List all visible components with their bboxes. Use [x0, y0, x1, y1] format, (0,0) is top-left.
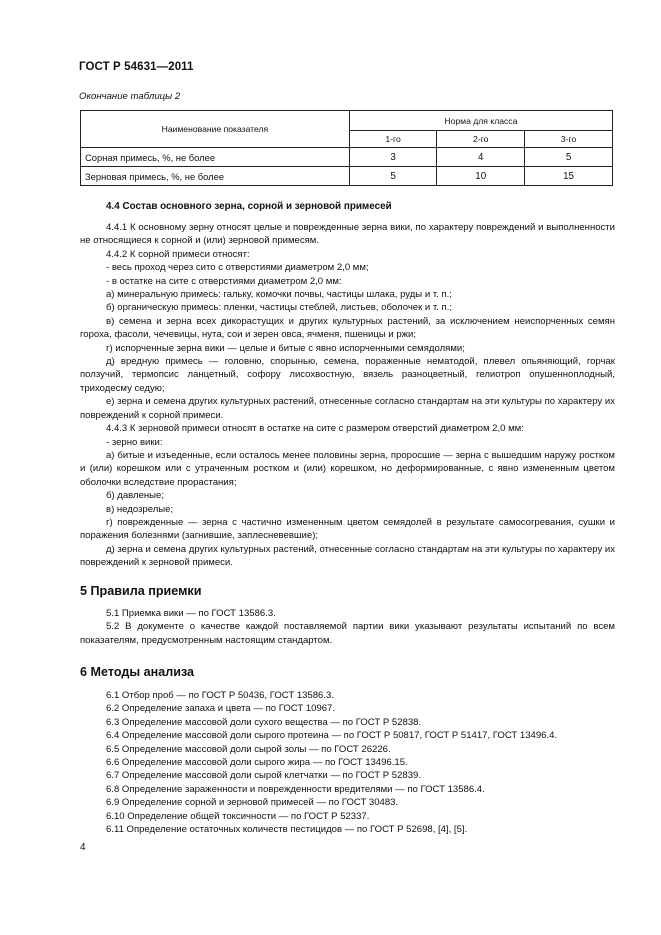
list-item: б) органическую примесь: пленки, частицы стеблей, листьев, оболочек и т. п.; [106, 302, 453, 314]
table-header-indicator: Наименование показателя [81, 111, 350, 148]
table-caption: Окончание таблицы 2 [79, 91, 181, 102]
list-item: 6.6 Определение массовой доли сырого жира — по ГОСТ 13496.15. [106, 757, 408, 769]
table-cell-value: 3 [349, 148, 437, 167]
list-item: а) минеральную примесь: гальку, комочки почвы, частицы шлака, руды и т. п.; [106, 289, 452, 301]
paragraph: 4.4.3 К зерновой примеси относят в остатке на сите с размером отверстий диаметром 2,0 мм: [106, 423, 524, 435]
table-row [81, 148, 613, 167]
table-cell-value: 5 [349, 167, 437, 186]
table-header-class-3: 3-го [525, 131, 613, 148]
list-item: в) семена и зерна всех дикорастущих и других культурных растений, за исключением неиспорченных семян гороха, фасоли, чечевицы, нута, сои и зерен овса, ячменя, пшеницы и ржи; [80, 315, 615, 341]
list-item: а) битые и изъеденные, если осталось менее половины зерна, проросшие — зерна с вышедшим наружу ростком и (или) корешком или с утраченным ростком и (или) корешком, но деформированные, с явно измененным цветом оболочки вследствие прорастания; [80, 449, 615, 488]
paragraph: 5.1 Приемка вики — по ГОСТ 13586.3. [106, 608, 276, 619]
list-item: 6.7 Определение массовой доли сырой клетчатки — по ГОСТ Р 52839. [106, 770, 421, 782]
list-item: 6.9 Определение сорной и зерновой примесей — по ГОСТ 30483. [106, 797, 399, 809]
list-item: 6.1 Отбор проб — по ГОСТ Р 50436, ГОСТ 13586.3. [106, 690, 334, 701]
list-item: - в остатке на сите с отверстиями диаметром 2,0 мм: [106, 275, 342, 287]
paragraph: 4.4.2 К сорной примеси относят: [106, 248, 250, 260]
table-cell-name: Зерновая примесь, %, не более [81, 167, 350, 186]
table-header-class-1: 1-го [349, 131, 437, 148]
subsection-title: 4.4 Состав основного зерна, сорной и зерновой примесей [106, 201, 392, 212]
norms-table [80, 110, 613, 186]
list-item: в) недозрелые; [106, 503, 174, 515]
table-cell-value: 5 [525, 148, 613, 167]
section-4-4 [80, 200, 615, 570]
list-item: 6.2 Определение запаха и цвета — по ГОСТ 10967. [106, 703, 336, 715]
section-5 [80, 607, 615, 647]
page-number: 4 [80, 842, 86, 853]
table-header-class-2: 2-го [437, 131, 525, 148]
list-item: 6.11 Определение остаточных количеств пестицидов — по ГОСТ Р 52698, [4], [5]. [106, 824, 468, 836]
table-row [81, 167, 613, 186]
list-item: 6.5 Определение массовой доли сырой золы — по ГОСТ 26226. [106, 743, 391, 755]
section-6 [80, 689, 615, 836]
section-6-title: 6 Методы анализа [80, 665, 195, 679]
table-cell-value: 15 [525, 167, 613, 186]
list-item: г) испорченные зерна вики — целые и битые с явно испорченными семядолями; [106, 342, 465, 354]
list-item: - зерно вики: [106, 436, 163, 448]
list-item: 6.3 Определение массовой доли сухого вещества — по ГОСТ Р 52838. [106, 716, 422, 728]
list-item: 6.10 Определение общей токсичности — по ГОСТ Р 52337. [106, 810, 370, 822]
list-item: - весь проход через сито с отверстиями диаметром 2,0 мм; [106, 262, 369, 274]
table-header-class-group: Норма для класса [349, 111, 612, 131]
list-item: е) зерна и семена других культурных растений, отнесенные согласно стандартам на эти культуры по характеру их повреждений к сорной примеси. [80, 396, 615, 421]
table-cell-value: 10 [437, 167, 525, 186]
list-item: б) давленые; [106, 490, 165, 502]
list-item: 6.8 Определение зараженности и поврежденности вредителями — по ГОСТ 13586.4. [106, 783, 485, 795]
section-5-title: 5 Правила приемки [80, 584, 202, 598]
document-header-code: ГОСТ Р 54631—2011 [79, 61, 194, 73]
list-item: д) зерна и семена других культурных растений, отнесенные согласно стандартам на эти культуры по характеру их повреждений к зерновой примеси. [80, 543, 615, 569]
list-item: д) вредную примесь — головню, спорынью, семена, пораженные нематодой, плевел опьяняющий, горчак ползучий, термопсис ланцетный, софору лисохвостную, вязель разноцветный, гелиотроп опушенноплодный, триходесму седую; [80, 356, 615, 394]
table-cell-value: 4 [437, 148, 525, 167]
paragraph: 5.2 В документе о качестве каждой поставляемой партии вики указывают результаты испытаний по всем показателям, предусмотренным настоящим стандартом. [80, 621, 615, 646]
list-item: г) поврежденные — зерна с частично измененным цветом семядолей в результате самосогревания, сушки и поражения болезнями (загнившие, заплесневевшие); [80, 516, 615, 542]
paragraph: 4.4.1 К основному зерну относят целые и поврежденные зерна вики, по характеру повреждений и выполненности не относящиеся к сорной и (или) зерновой примесям. [80, 222, 615, 247]
table-cell-name: Сорная примесь, %, не более [81, 148, 350, 167]
list-item: 6.4 Определение массовой доли сырого протеина — по ГОСТ Р 50817, ГОСТ Р 51417, ГОСТ 13496.4. [106, 730, 558, 742]
